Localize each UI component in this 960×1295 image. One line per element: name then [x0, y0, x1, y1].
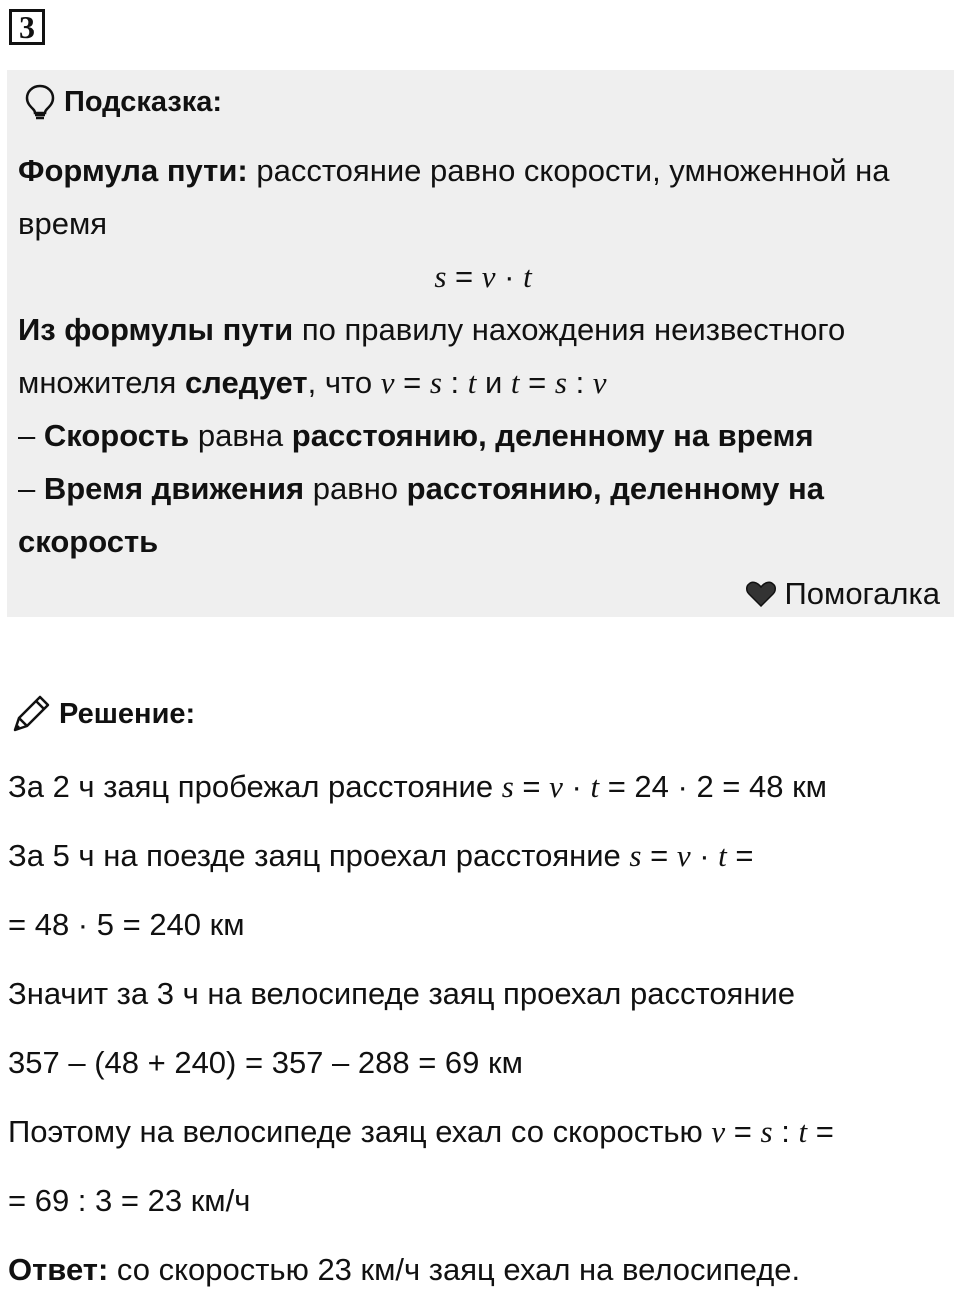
l1-post: = 24 · 2 = 48 км [599, 769, 827, 804]
p3-bold2: расстоянию, деленному на время [291, 418, 814, 453]
solution-line-1 [8, 767, 827, 807]
p2-v2: v [592, 365, 607, 400]
p3-bold: Скорость [43, 418, 190, 453]
l1-dot: · [562, 769, 591, 804]
l6-colon: : [772, 1114, 799, 1149]
solution-header [9, 690, 195, 738]
hint-body [18, 144, 948, 568]
p2-colon2: : [566, 365, 593, 400]
l1-text: За 2 ч заяц пробежал расстояние [8, 769, 502, 804]
l2-eq: = [641, 838, 677, 873]
lightbulb-icon [25, 84, 55, 120]
formula-s: s [434, 259, 447, 294]
hint-header [25, 84, 222, 120]
hint-p1-text: расстояние равно скорости, умноженной на время [18, 153, 890, 241]
l6-v: v [711, 1114, 726, 1149]
p2-t2: t [510, 365, 520, 400]
p2-colon1: : [441, 365, 468, 400]
answer-line [8, 1250, 800, 1290]
l1-eq: = [513, 769, 550, 804]
formula-eq: = [446, 259, 482, 294]
p2-s1: s [429, 365, 442, 400]
answer-text: со скоростью 23 км/ч заяц ехал на велосипеде. [108, 1252, 801, 1287]
p4-dash: – [18, 471, 44, 506]
answer-label: Ответ: [8, 1252, 109, 1287]
task-number: 3 [9, 9, 45, 45]
formula-dot: · [495, 259, 524, 294]
l2-post: = [726, 838, 754, 873]
hint-p2-what: , что [307, 365, 381, 400]
hint-speed-rule [18, 409, 948, 462]
hint-time-rule [18, 462, 948, 568]
p2-eq1: = [394, 365, 430, 400]
l6-t: t [798, 1114, 808, 1149]
solution-line-3: = 48 · 5 = 240 км [8, 907, 245, 942]
l1-s: s [501, 769, 514, 804]
p4-bold: Время движения [43, 471, 305, 506]
l6-text: Поэтому на велосипеде заяц ехал со скоростью [8, 1114, 712, 1149]
solution-title: Решение: [59, 697, 196, 730]
l2-text: За 5 ч на поезде заяц проехал расстояние [8, 838, 630, 873]
hint-p2-bold: Из формулы пути [18, 312, 294, 347]
hint-path-formula-text [18, 144, 948, 250]
p2-eq2: = [519, 365, 555, 400]
formula-v: v [481, 259, 496, 294]
brand-text: Помогалка [784, 576, 940, 611]
l1-v: v [549, 769, 563, 804]
l6-eq: = [725, 1114, 761, 1149]
p4-bold2: расстоянию, деленному на скорость [18, 471, 824, 559]
p2-s2: s [554, 365, 567, 400]
p4-mid: равно [304, 471, 407, 506]
solution-line-4: Значит за 3 ч на велосипеде заяц проехал расстояние [8, 976, 796, 1011]
hint-p2-mid: по правилу нахождения неизвестного множителя [18, 312, 846, 400]
p3-dash: – [18, 418, 44, 453]
hint-title: Подсказка: [64, 85, 223, 118]
l6-post: = [807, 1114, 834, 1149]
l2-t: t [718, 838, 727, 873]
brand-label [746, 576, 940, 612]
solution-line-7: = 69 : 3 = 23 км/ч [8, 1183, 251, 1218]
solution-line-6 [8, 1112, 834, 1152]
solution-line-2 [8, 836, 754, 876]
hint-formula [18, 250, 948, 303]
heart-icon [746, 581, 776, 607]
l2-s: s [629, 838, 642, 873]
hint-p1-bold: Формула пути: [18, 153, 248, 188]
hint-p2-bold2: следует [184, 365, 308, 400]
l2-v: v [676, 838, 691, 873]
p2-t1: t [467, 365, 477, 400]
formula-t: t [523, 259, 532, 294]
l6-s: s [760, 1114, 773, 1149]
hint-box [7, 70, 954, 617]
l1-t: t [590, 769, 600, 804]
p2-and: и [476, 365, 511, 400]
solution-line-5: 357 – (48 + 240) = 357 – 288 = 69 км [8, 1045, 523, 1080]
p2-v: v [380, 365, 395, 400]
pencil-icon [9, 692, 53, 736]
p3-mid: равна [189, 418, 292, 453]
hint-derived-formulas [18, 303, 948, 409]
l2-dot: · [690, 838, 719, 873]
